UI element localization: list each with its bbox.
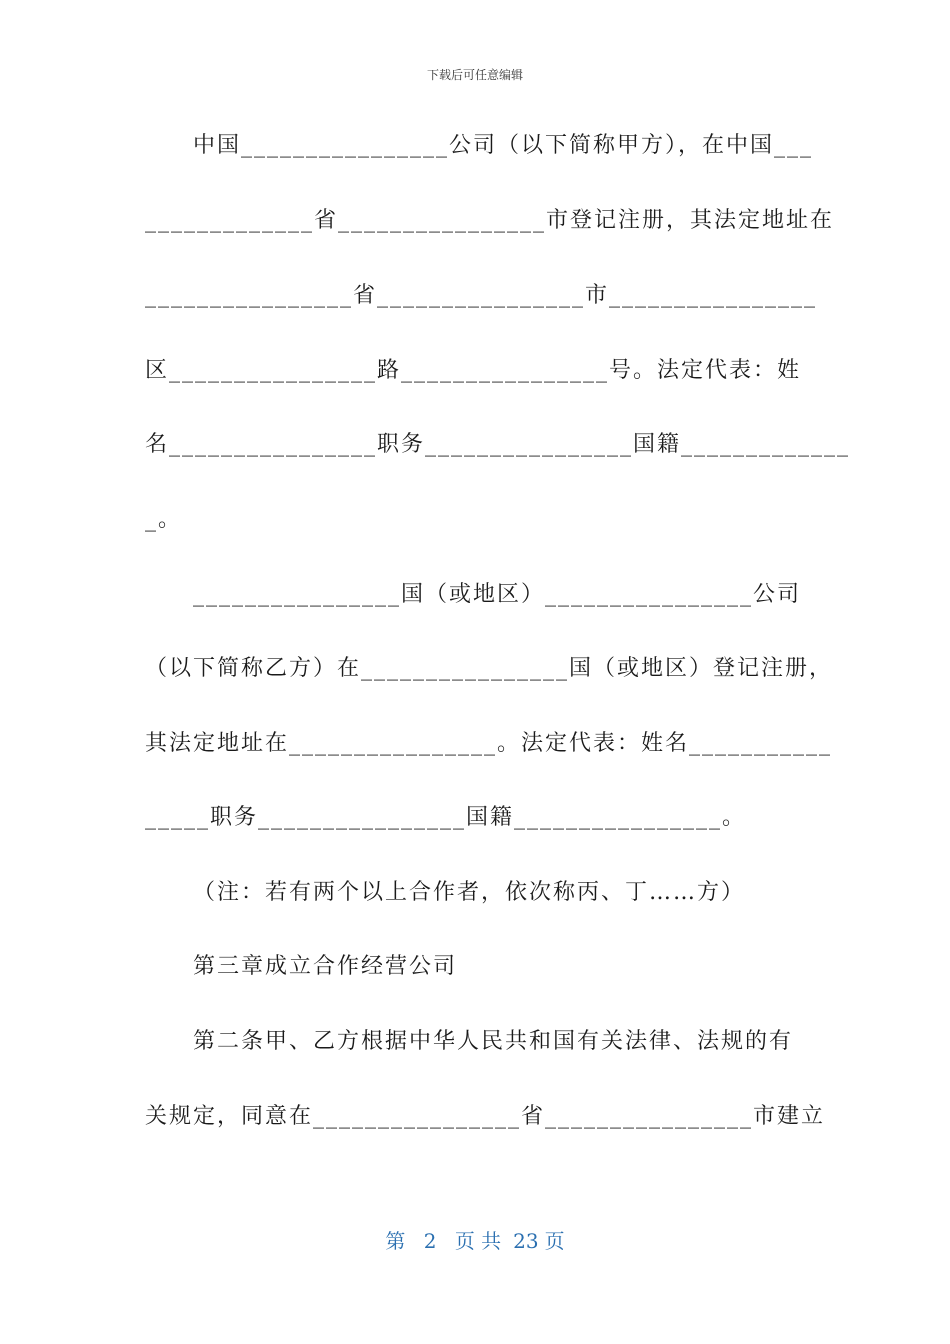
text-line-11: （注：若有两个以上合作者，依次称丙、丁……方） [193, 880, 746, 905]
chapter-heading: 第三章成立合作经营公司 [193, 954, 458, 979]
text-line-10: _____职务________________国籍________________。 [145, 805, 747, 830]
text-line-7: ________________国（或地区）________________公司 [193, 582, 802, 607]
text-line-3: ________________省________________市________________ [145, 283, 818, 308]
text-line-2: _____________省________________市登记注册，其法定地址在 [145, 208, 835, 233]
footer-total-pages: 23 [513, 1229, 539, 1253]
footer-prefix: 第 [385, 1229, 406, 1253]
text-line-4: 区________________路________________号。法定代表：姓 [145, 358, 802, 383]
text-line-6: _。 [145, 507, 183, 532]
page-footer [0, 1225, 950, 1254]
footer-suffix: 页 [544, 1229, 565, 1253]
text-line-9: 其法定地址在________________。法定代表：姓名___________ [145, 731, 833, 756]
text-line-5: 名________________职务________________国籍_____________ [145, 432, 851, 457]
text-line-8: （以下简称乙方）在________________国（或地区）登记注册， [145, 656, 834, 681]
page-header: 下载后可任意编辑 [426, 68, 523, 82]
text-line-14: 关规定，同意在________________省________________市建立 [145, 1104, 826, 1129]
text-line-13: 第二条甲、乙方根据中华人民共和国有关法律、法规的有 [193, 1029, 794, 1054]
footer-page-number: 2 [423, 1229, 437, 1253]
footer-mid: 页 共 [454, 1229, 502, 1253]
text-line-1: 中国________________公司（以下简称甲方），在中国___ [193, 133, 814, 158]
